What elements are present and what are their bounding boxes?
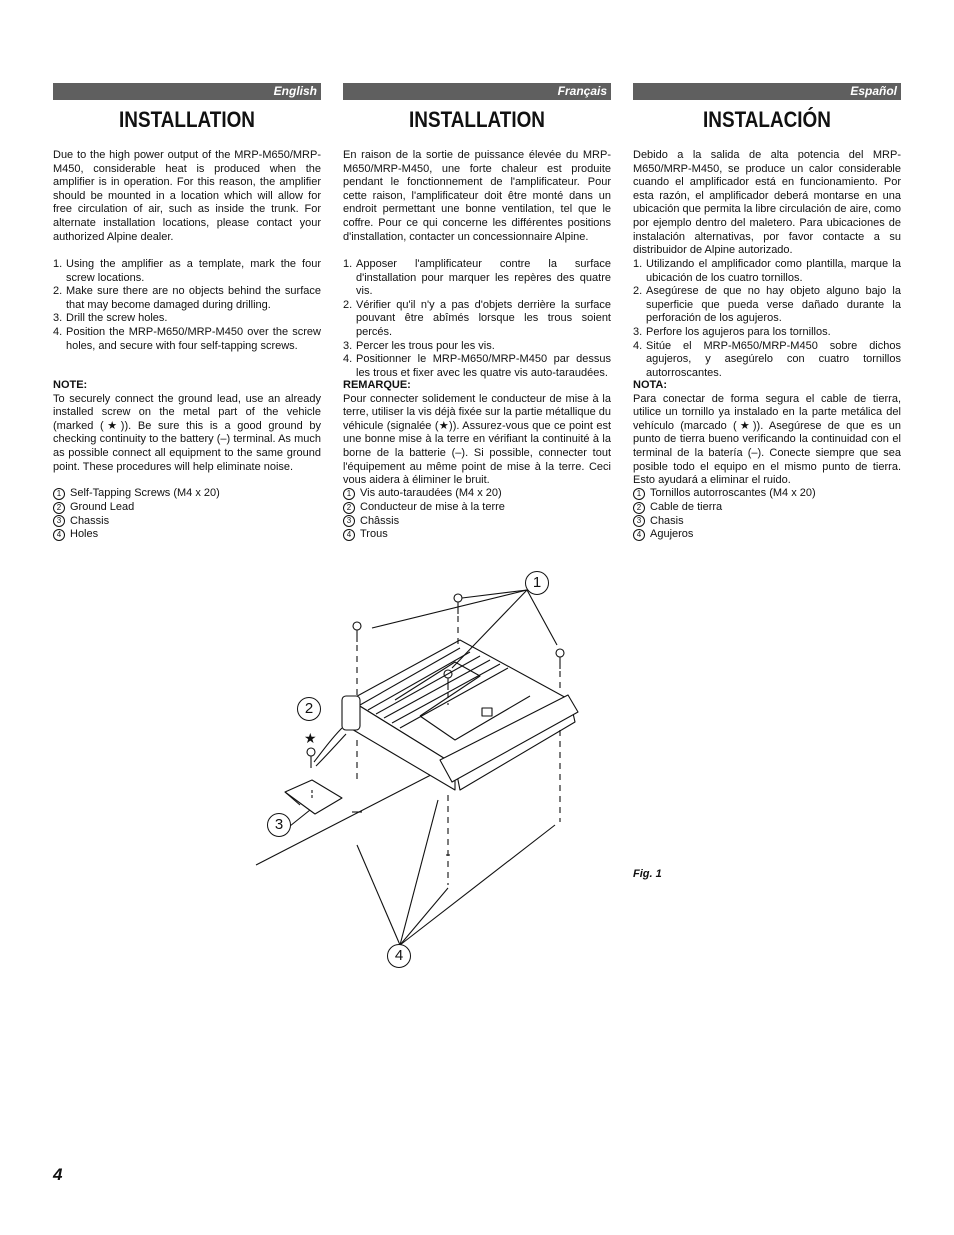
amplifier-installation-figure <box>250 565 610 975</box>
steps-list <box>343 258 611 380</box>
part-item: 3 Chassis <box>53 515 321 529</box>
step-item: 3. Perfore los agujeros para los tornillos. <box>633 325 831 338</box>
parts-list <box>53 487 321 542</box>
part-item: 2 Conducteur de mise à la terre <box>343 501 611 515</box>
step-item: 2. Vérifier qu'il n'y a pas d'objets derrière la surface pouvant être abîmés lorsque les trous soient percés. <box>343 298 611 338</box>
step-item: 4. Sitúe el MRP-M650/MRP-M450 sobre dichos agujeros, y asegúrelo con cuatro tornillos autorroscantes. <box>633 339 901 379</box>
parts-list <box>343 487 611 542</box>
step-item: 1. Apposer l'amplificateur contre la surface d'installation pour marquer les repères des quatre vis. <box>343 258 611 298</box>
steps-list <box>53 258 321 353</box>
step-item: 2. Asegúrese de que no hay objeto alguno bajo la superficie que pueda verse dañado durante la perforación de los agujeros. <box>633 285 901 325</box>
steps-list <box>633 258 901 380</box>
note-title: NOTA: <box>633 379 668 391</box>
step-item: 3. Drill the screw holes. <box>53 312 168 325</box>
language-bar: Español <box>633 83 901 100</box>
part-item: 2 Ground Lead <box>53 501 321 515</box>
note-section <box>343 379 611 488</box>
parts-list <box>633 487 901 542</box>
note-section <box>633 379 901 488</box>
part-item: 4 Agujeros <box>633 528 901 542</box>
note-section <box>53 379 321 474</box>
callout-4: 4 <box>387 944 411 968</box>
step-item: 3. Percer les trous pour les vis. <box>343 339 495 352</box>
part-item: 4 Holes <box>53 528 321 542</box>
part-item: 4 Trous <box>343 528 611 542</box>
callout-2: 2 <box>297 697 321 721</box>
part-item: 1 Vis auto-taraudées (M4 x 20) <box>343 487 611 501</box>
page-number: 4 <box>53 1165 63 1184</box>
section-title: INSTALLATION <box>119 107 255 132</box>
note-title: NOTE: <box>53 379 88 391</box>
note-text: To securely connect the ground lead, use an already installed screw on the metal part of the vehicle (marked (★)). Be sure this is a good ground by checking continuity to the battery (–) terminal. As much as possible connect all equipment to the same ground point. These procedures will help eliminate noise. <box>53 392 321 473</box>
callout-3: 3 <box>267 813 291 837</box>
intro-paragraph: Debido a la salida de alta potencia del MRP-M650/MRP-M450, se produce un calor considerable cuando el amplificador está en funcionamiento. Por esta razón, el amplificador deberá montarse en una ubicación que permita la libre circulación de aire, como por ejemplo dentro del maletero. Para ubicaciones de instalación alternativas, por favor contacte a su distribuidor de Alpine autorizado. <box>633 149 901 257</box>
part-item: 1 Tornillos autorroscantes (M4 x 20) <box>633 487 901 501</box>
note-title: REMARQUE: <box>343 379 411 391</box>
part-item: 2 Cable de tierra <box>633 501 901 515</box>
language-bar: Français <box>343 83 611 100</box>
step-item: 1. Utilizando el amplificador como plantilla, marque la ubicación de los cuatro tornillos. <box>633 258 901 284</box>
step-item: 2. Make sure there are no objects behind the surface that may become damaged during drilling. <box>53 285 321 311</box>
part-item: 3 Chasis <box>633 515 901 529</box>
note-text: Para conectar de forma segura el cable de tierra, utilice un tornillo ya instalado en la parte metálica del vehículo (marcado (★)). Asegúrese de que es un punto de tierra bueno verificando la continuidad con el terminal de la batería (–). Conecte siempre que sea posible todo el equipo en el mismo punto de tierra. Esto ayudará a eliminar el ruido. <box>633 392 901 487</box>
figure-label: Fig. 1 <box>633 868 662 880</box>
column-french <box>343 83 611 541</box>
section-title: INSTALLATION <box>409 107 545 132</box>
step-item: 4. Position the MRP-M650/MRP-M450 over the screw holes, and secure with four self-tapping screws. <box>53 325 321 352</box>
column-spanish <box>633 83 901 541</box>
callout-1: 1 <box>525 571 549 595</box>
star-icon: ★ <box>304 730 317 746</box>
step-item: 1. Using the amplifier as a template, mark the four screw locations. <box>53 258 321 284</box>
intro-paragraph: Due to the high power output of the MRP-M650/MRP-M450, considerable heat is produced when the amplifier is in operation. For this reason, the amplifier should be mounted in a location which will allow for free circulation of air, such as inside the trunk. For alternate installation locations, please contact your authorized Alpine dealer. <box>53 149 321 243</box>
note-text: Pour connecter solidement le conducteur de mise à la terre, utiliser la vis déjà fixée sur la partie métallique du véhicule (signalée (★)). Assurez-vous que ce point est une bonne mise à la terre en vérifiant la continuité à la borne de la batterie (–). Si possible, connecter tout l'équipement au même point de mise à la terre. Ceci vous aidera à éliminer le bruit. <box>343 392 611 487</box>
language-bar: English <box>53 83 321 100</box>
part-item: 3 Châssis <box>343 515 611 529</box>
step-item: 4. Positionner le MRP-M650/MRP-M450 par dessus les trous et fixer avec les quatre vis auto-taraudées. <box>343 353 611 379</box>
section-title: INSTALACIÓN <box>703 107 831 132</box>
part-item: 1 Self-Tapping Screws (M4 x 20) <box>53 487 321 501</box>
column-english <box>53 83 321 541</box>
intro-paragraph: En raison de la sortie de puissance élevée du MRP-M650/MRP-M450, une forte chaleur est produite pendant le fonctionnement de l'amplificateur. Pour cette raison, l'amplificateur doit être monté dans un endroit permettant une bonne ventilation, tel que le coffre. Pour ce qui concerne les différentes positions d'installation, contacter un concessionnaire Alpine. <box>343 149 611 243</box>
